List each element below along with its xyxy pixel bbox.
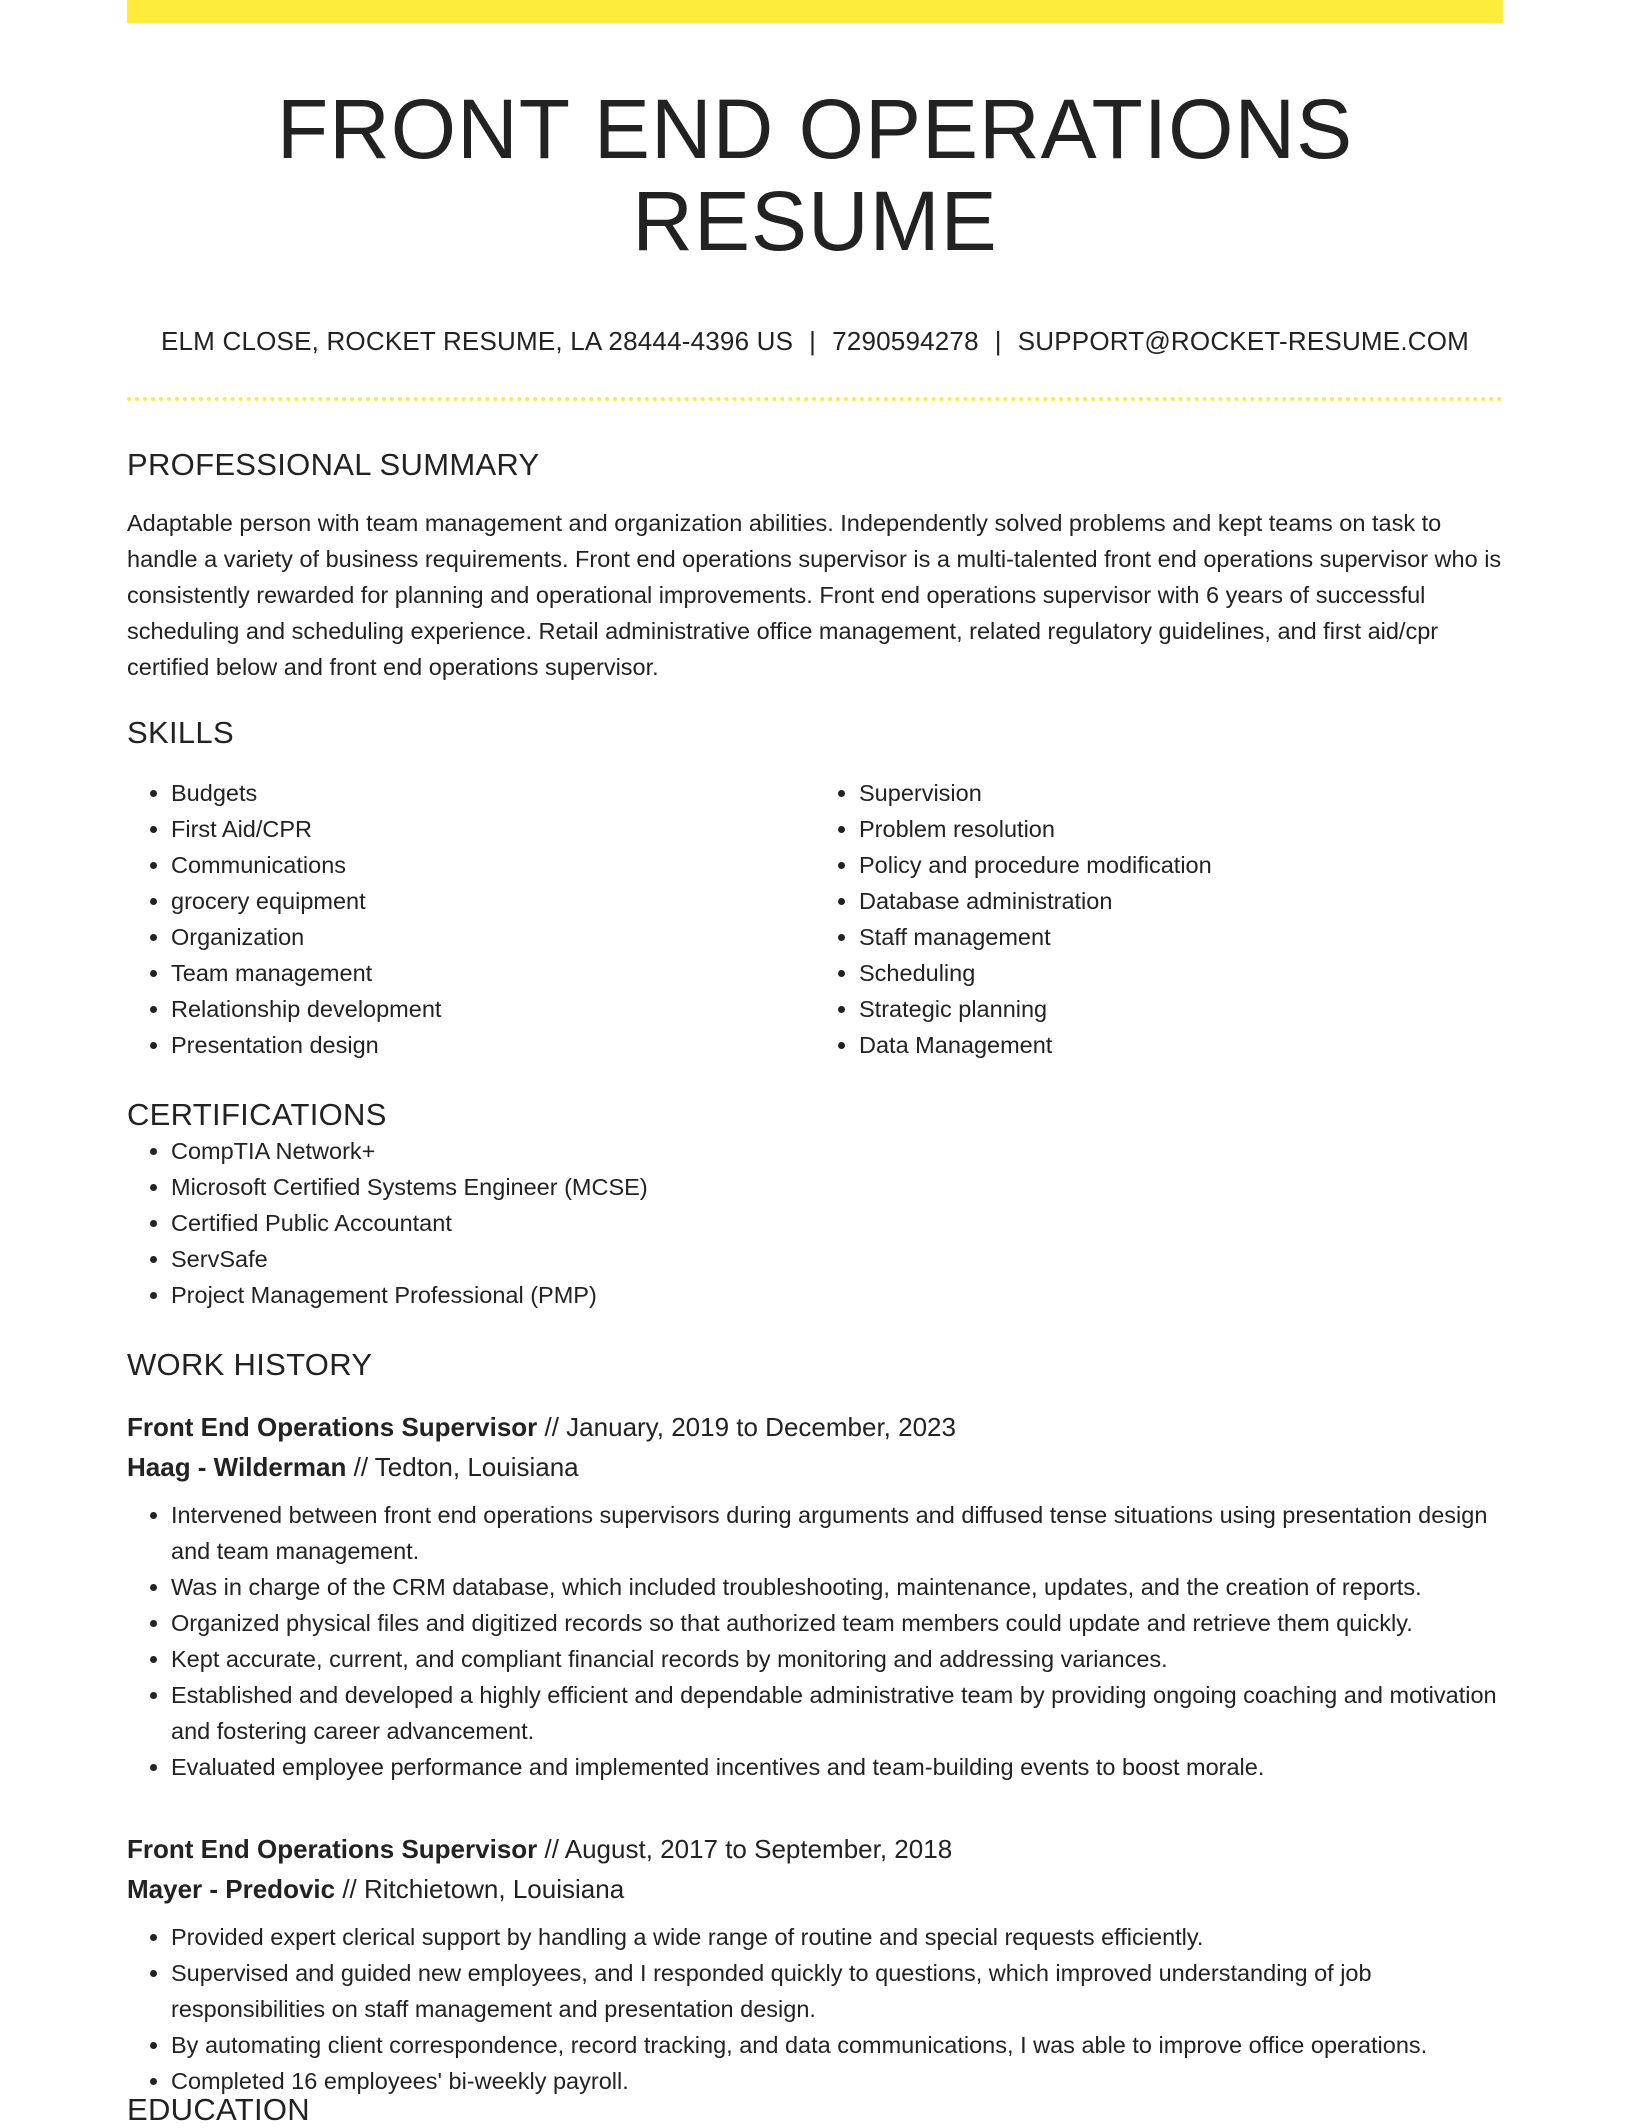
- job-bullet: • Completed 16 employees' bi-weekly payroll.: [171, 2063, 1503, 2099]
- skill-item: • Scheduling: [859, 955, 1503, 991]
- job-location: // Tedton, Louisiana: [353, 1451, 579, 1482]
- job-bullet: • Intervened between front end operations supervisors during arguments and diffused tense situations using presentation design and team management.: [171, 1497, 1503, 1569]
- job-bullet: • Supervised and guided new employees, and I responded quickly to questions, which improved understanding of job responsibilities on staff management and presentation design.: [171, 1955, 1503, 2027]
- contact-separator: |: [809, 325, 817, 356]
- contact-separator: |: [994, 325, 1002, 356]
- certification-item: • ServSafe: [171, 1241, 1503, 1277]
- job-role-line: [127, 1407, 1503, 1447]
- contact-address: ELM CLOSE, ROCKET RESUME, LA 28444-4396 US: [160, 325, 794, 356]
- skill-item: • Team management: [171, 955, 815, 991]
- job-bullet: • By automating client correspondence, record tracking, and data communications, I was able to improve office operations.: [171, 2027, 1503, 2063]
- certification-item: • Project Management Professional (PMP): [171, 1277, 1503, 1313]
- job-role: Front End Operations Supervisor: [127, 1833, 538, 1864]
- skills-right-list: [815, 775, 1503, 1063]
- resume-page: [127, 0, 1503, 2127]
- job-bullets: [127, 1919, 1503, 2099]
- skill-item: • Supervision: [859, 775, 1503, 811]
- job-location: // Ritchietown, Louisiana: [342, 1873, 625, 1904]
- certification-item: • CompTIA Network+: [171, 1133, 1503, 1169]
- skills-left-list: [127, 775, 815, 1063]
- job-entry: [127, 1829, 1503, 2099]
- job-role: Front End Operations Supervisor: [127, 1411, 538, 1442]
- job-company-line: [127, 1869, 1503, 1909]
- skill-item: • grocery equipment: [171, 883, 815, 919]
- job-entry: [127, 1407, 1503, 1785]
- skill-item: • Policy and procedure modification: [859, 847, 1503, 883]
- skill-item: • Presentation design: [171, 1027, 815, 1063]
- contact-email: SUPPORT@ROCKET-RESUME.COM: [1017, 325, 1470, 356]
- resume-title: FRONT END OPERATIONS RESUME: [276, 82, 1354, 269]
- job-bullet: • Organized physical files and digitized records so that authorized team members could update and retrieve them quickly.: [171, 1605, 1503, 1641]
- work-history-heading: WORK HISTORY: [127, 1346, 373, 1382]
- skill-item: • First Aid/CPR: [171, 811, 815, 847]
- job-bullet: • Established and developed a highly efficient and dependable administrative team by providing ongoing coaching and motivation and fostering career advancement.: [171, 1677, 1503, 1749]
- contact-phone: 7290594278: [832, 325, 979, 356]
- job-company: Haag - Wilderman: [127, 1451, 347, 1482]
- skill-item: • Strategic planning: [859, 991, 1503, 1027]
- certifications-heading: CERTIFICATIONS: [127, 1096, 387, 1132]
- certification-item: • Certified Public Accountant: [171, 1205, 1503, 1241]
- skill-item: • Organization: [171, 919, 815, 955]
- summary-heading: PROFESSIONAL SUMMARY: [127, 446, 540, 482]
- job-dates: // August, 2017 to September, 2018: [544, 1833, 953, 1864]
- education-heading: EDUCATION: [127, 2092, 310, 2127]
- job-company-line: [127, 1447, 1503, 1487]
- job-bullet: • Was in charge of the CRM database, which included troubleshooting, maintenance, updates, and the creation of reports.: [171, 1569, 1503, 1605]
- skill-item: • Communications: [171, 847, 815, 883]
- skill-item: • Database administration: [859, 883, 1503, 919]
- certification-item: • Microsoft Certified Systems Engineer (MCSE): [171, 1169, 1503, 1205]
- job-role-line: [127, 1829, 1503, 1869]
- top-accent-bar: [127, 0, 1503, 23]
- skill-item: • Budgets: [171, 775, 815, 811]
- contact-line: [127, 326, 1503, 357]
- job-bullet: • Kept accurate, current, and compliant financial records by monitoring and addressing variances.: [171, 1641, 1503, 1677]
- certifications-list: [127, 1133, 1503, 1313]
- skills-grid: [127, 775, 1503, 1063]
- dotted-divider: [127, 397, 1503, 401]
- job-dates: // January, 2019 to December, 2023: [544, 1411, 956, 1442]
- job-bullets: [127, 1497, 1503, 1785]
- summary-text: Adaptable person with team management and organization abilities. Independently solved problems and kept teams on task to handle a variety of business requirements. Front end operations supervisor is a multi-talented front end operations supervisor who is consistently rewarded for planning and operational improvements. Front end operations supervisor with 6 years of successful scheduling and scheduling experience. Retail administrative office management, related regulatory guidelines, and first aid/cpr certified below and front end operations supervisor.: [127, 509, 1502, 680]
- job-bullet: • Provided expert clerical support by handling a wide range of routine and special requests efficiently.: [171, 1919, 1503, 1955]
- job-company: Mayer - Predovic: [127, 1873, 336, 1904]
- skill-item: • Staff management: [859, 919, 1503, 955]
- job-bullet: • Evaluated employee performance and implemented incentives and team-building events to boost morale.: [171, 1749, 1503, 1785]
- skills-heading: SKILLS: [127, 714, 234, 750]
- skill-item: • Problem resolution: [859, 811, 1503, 847]
- skill-item: • Data Management: [859, 1027, 1503, 1063]
- skill-item: • Relationship development: [171, 991, 815, 1027]
